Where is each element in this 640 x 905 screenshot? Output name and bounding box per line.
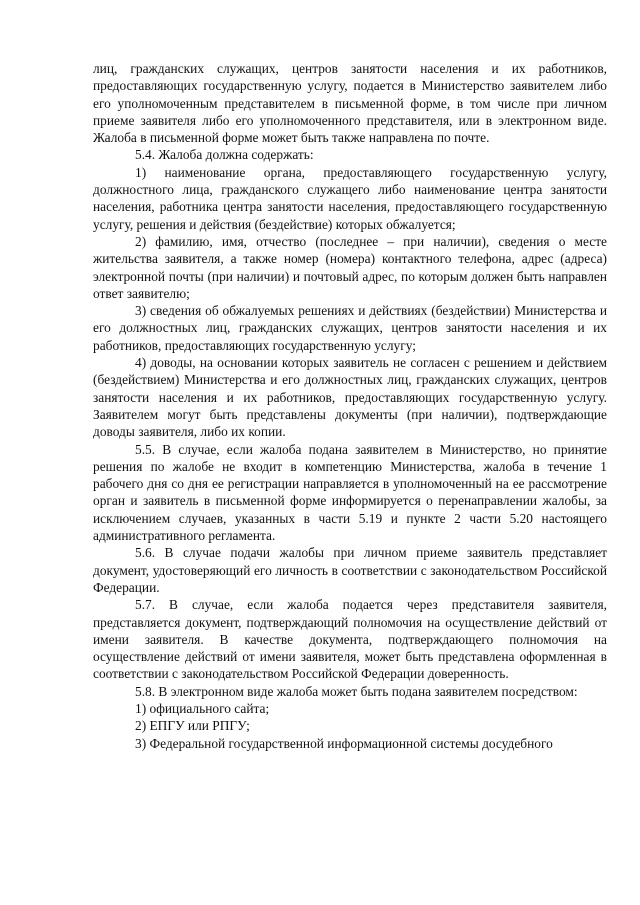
paragraph-5-8-item-1: 1) официального сайта; (135, 700, 270, 716)
paragraph-5-4-item-1: 1) наименование органа, предоставляющего государственную услугу, должностного лица, гражданского служащего либо наименование центра занятости населения, работника центра занятости населения, предоставляющего государственную услугу, решения и действия (бездействие) которых обжалуется; (93, 164, 607, 232)
paragraph-5-7: 5.7. В случае, если жалоба подается через представителя заявителя, представляется документ, подтверждающий полномочия на осуществление действий от имени заявителя. В качестве документа, подтверждающего полномочия на осуществление действий от имени заявителя, может быть представлена оформленная в соответствии с законодательством Российской Федерации доверенность. (93, 597, 607, 682)
paragraph-intro: лиц, гражданских служащих, центров занятости населения и их работников, предоставляющих государственную услугу, подается в Министерство заявителем либо его уполномоченным представителем в письменной форме, в том числе при личном приеме заявителя либо его уполномоченного представителя, или в электронном виде. Жалоба в письменной форме может быть также направлена по почте. (93, 61, 607, 146)
paragraph-5-4-item-4: 4) доводы, на основании которых заявитель не согласен с решением и действием (бездействием) Министерства и его должностных лиц, гражданских служащих, центров занятости населения и их работников, предоставляющих государственную услугу. Заявителем могут быть представлены документы (при наличии), подтверждающие доводы заявителя, либо их копии. (93, 355, 607, 440)
paragraph-5-8-item-2: 2) ЕПГУ или РПГУ; (135, 718, 250, 734)
paragraph-5-8: 5.8. В электронном виде жалоба может быть подана заявителем посредством: (135, 683, 578, 699)
paragraph-5-8-item-3: 3) Федеральной государственной информационной системы досудебного (135, 735, 553, 751)
paragraph-5-4-heading: 5.4. Жалоба должна содержать: (135, 147, 314, 163)
paragraph-5-6: 5.6. В случае подачи жалобы при личном приеме заявитель представляет документ, удостоверяющий его личность в соответствии с законодательством Российской Федерации. (93, 545, 607, 595)
paragraph-5-4-item-2: 2) фамилию, имя, отчество (последнее – при наличии), сведения о месте жительства заявителя, а также номер (номера) контактного телефона, адрес (адреса) электронной почты (при наличии) и почтовый адрес, по которым должен быть направлен ответ заявителю; (93, 233, 607, 301)
paragraph-5-4-item-3: 3) сведения об обжалуемых решениях и действиях (бездействии) Министерства и его должностных лиц, гражданских служащих, центров занятости населения и их работников, предоставляющих государственную услугу; (93, 303, 607, 353)
paragraph-5-5: 5.5. В случае, если жалоба подана заявителем в Министерство, но принятие решения по жалобе не входит в компетенцию Министерства, жалоба в течение 1 рабочего дня со дня ее регистрации направляется в уполномоченный на ее рассмотрение орган и заявитель в письменной форме информируется о перенаправлении жалобы, за исключением случаев, указанных в части 5.19 и пункте 2 части 5.20 настоящего административного регламента. (93, 441, 607, 544)
